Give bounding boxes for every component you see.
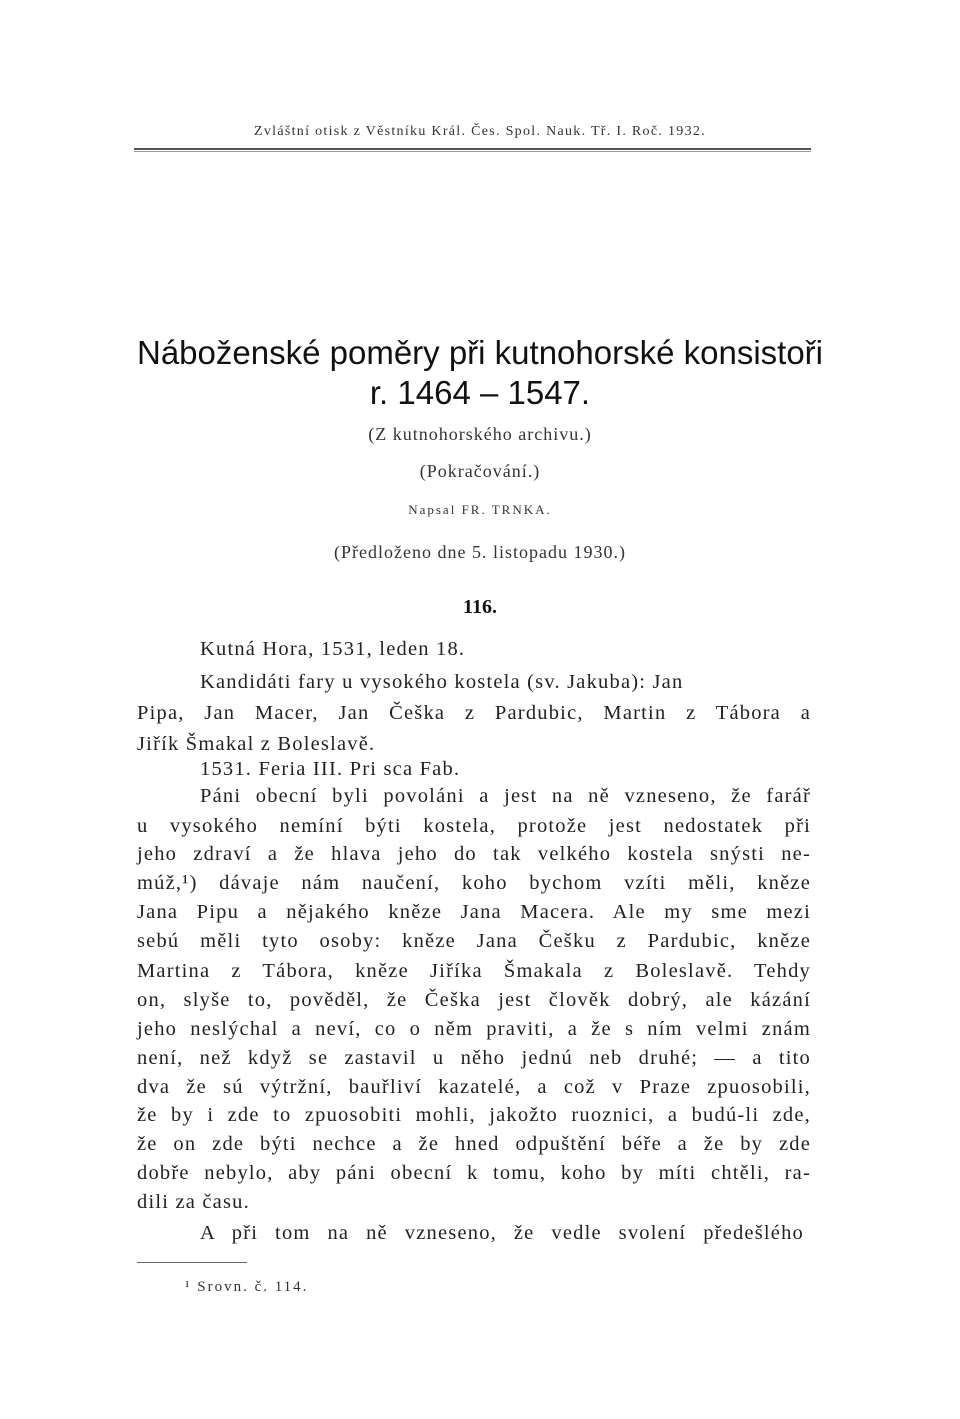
body-line: Kandidáti fary u vysokého kostela (sv. Jakuba): Jan	[200, 671, 684, 693]
body-line: Jiřík Šmakal z Boleslavě.	[137, 733, 376, 755]
author-line: Napsal FR. TRNKA.	[408, 502, 552, 517]
body-line: múž,¹) dávaje nám naučení, koho bychom vzíti měli, kněze	[137, 872, 811, 894]
article-title-years: r. 1464 – 1547.	[369, 374, 591, 411]
source-note: (Z kutnohorského archivu.)	[368, 424, 592, 444]
body-line: 1531. Feria III. Pri sca Fab.	[200, 758, 461, 780]
body-line: sebú měli tyto osoby: kněze Jana Češku z Pardubic, kněze	[137, 930, 811, 952]
body-line: dva že sú výtržní, bauřliví kazatelé, a což v Praze zpuosobili,	[137, 1076, 811, 1098]
document-number: 116.	[463, 596, 497, 618]
body-line: jeho zdraví a že hlava jeho do tak velkého kostela snýsti ne-	[137, 843, 811, 865]
body-line: Martina z Tábora, kněze Jiříka Šmakala z Boleslavě. Tehdy	[137, 960, 811, 982]
body-line: jeho neslýchal a neví, co o něm praviti, a že s ním velmi znám	[137, 1018, 811, 1040]
footnote: ¹ Srovn. č. 114.	[185, 1279, 309, 1295]
footnote-rule	[137, 1262, 247, 1263]
body-line: že on zde býti nechce a že hned odpuštění béře a že by zde	[137, 1133, 811, 1155]
body-line: Páni obecní byli povoláni a jest na ně vzneseno, že farář	[200, 785, 811, 807]
body-line: on, slyše to, pověděl, že Češka jest člověk dobrý, ale kázání	[137, 989, 811, 1011]
body-line: Jana Pipu a nějakého kněze Jana Macera. Ale my sme mezi	[137, 901, 811, 923]
offprint-header: Zvláštní otisk z Věstníku Král. Čes. Spol. Nauk. Tř. I. Roč. 1932.	[254, 124, 706, 139]
header-rule-thin	[134, 151, 811, 152]
body-line: dili za času.	[137, 1191, 250, 1213]
body-line: není, než když se zastavil u něho jednú neb druhé; — a tito	[137, 1047, 811, 1069]
header-rule	[134, 148, 811, 150]
body-line: Kutná Hora, 1531, leden 18.	[200, 638, 466, 660]
body-line: Pipa, Jan Macer, Jan Češka z Pardubic, Martin z Tábora a	[137, 702, 811, 724]
submission-date: (Předloženo dne 5. listopadu 1930.)	[334, 542, 626, 562]
article-title: Náboženské poměry při kutnohorské konsistoři	[137, 334, 823, 371]
continuation-note: (Pokračování.)	[419, 461, 541, 481]
body-line: u vysokého nemíní býti kostela, protože jest nedostatek při	[137, 815, 811, 837]
body-line: dobře nebylo, aby páni obecní k tomu, koho by míti chtěli, ra-	[137, 1162, 811, 1184]
body-line: že by i zde to zpuosobiti mohli, jakožto ruoznici, a budú-li zde,	[137, 1104, 811, 1126]
body-line: A při tom na ně vzneseno, že vedle svolení předešlého	[200, 1222, 804, 1244]
